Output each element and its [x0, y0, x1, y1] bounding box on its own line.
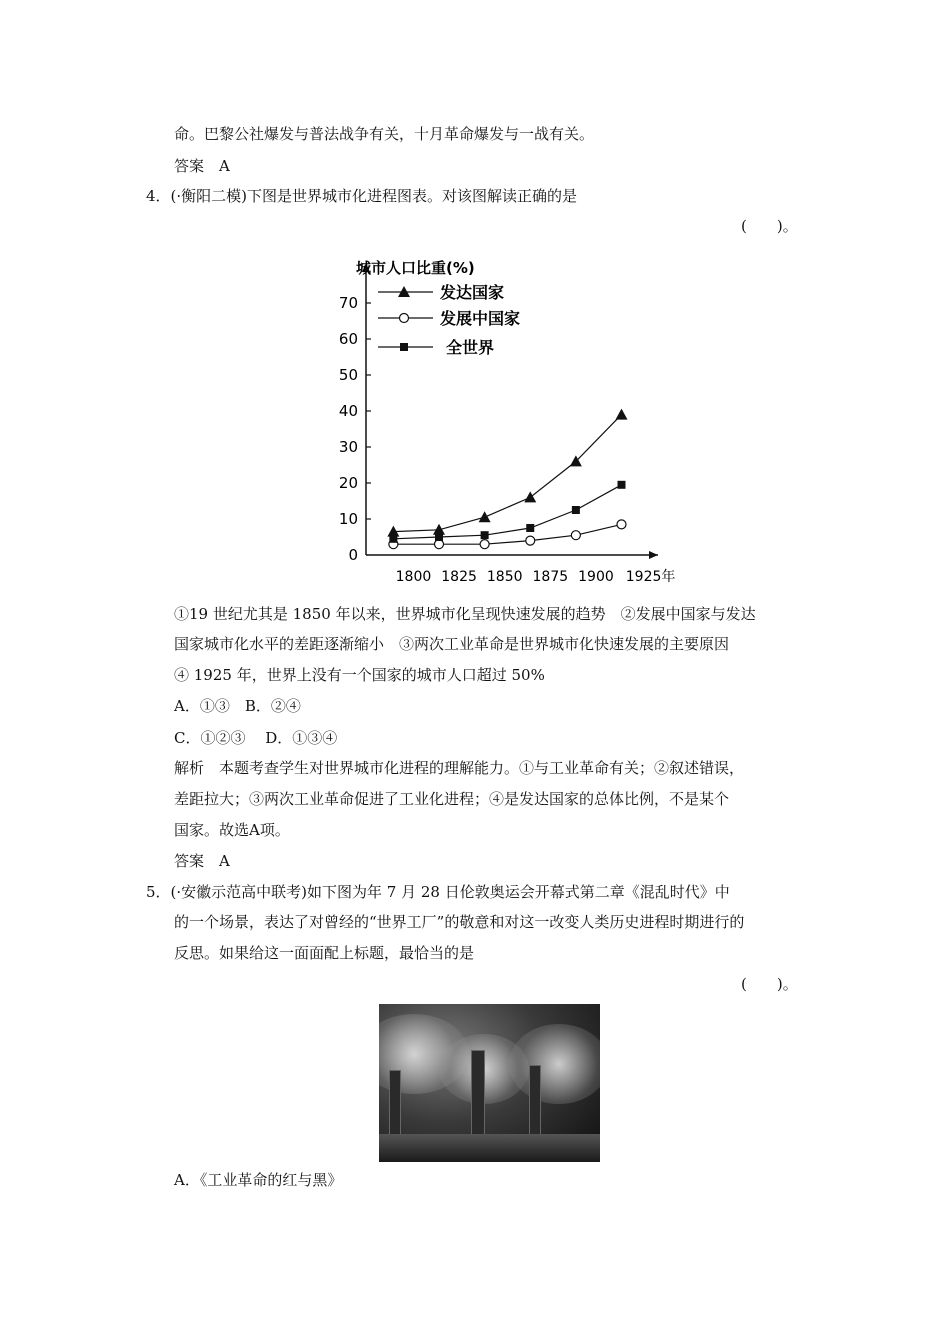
legend-label: 发达国家	[440, 283, 505, 302]
q5-stem-1: 5．(·安徽示范高中联考)如下图为年 7 月 28 日伦敦奥运会开幕式第二章《混乱时代》中	[146, 883, 730, 901]
point-circle	[435, 540, 444, 549]
olympics-industrial-scene-photo	[379, 1004, 600, 1162]
q4-analysis-3: 国家。故选A项。	[174, 821, 290, 839]
q4-answer-blank: ( )。	[741, 217, 798, 235]
q4-answer: 答案 A	[174, 852, 230, 870]
x-tick-label: 1800	[395, 569, 432, 585]
q4-analysis-1: 解析 本题考查学生对世界城市化进程的理解能力。①与工业革命有关；②叙述错误，	[174, 759, 745, 777]
q4-options-ab: A．①③ B．②④	[174, 697, 301, 715]
q5-answer-blank: ( )。	[741, 975, 798, 993]
series-line-circle	[393, 524, 621, 544]
q4-options-cd: C．①②③ D．①③④	[174, 729, 338, 747]
q4-stem: 4．(·衡阳二模)下图是世界城市化进程图表。对该图解读正确的是	[146, 187, 578, 205]
x-tick-label: 1875	[532, 569, 569, 585]
legend-marker-circle	[400, 314, 409, 323]
q4-statement-2: 国家城市化水平的差距逐渐缩小 ③两次工业革命是世界城市化快速发展的主要原因	[174, 635, 730, 653]
point-circle	[526, 536, 535, 545]
point-circle	[480, 540, 489, 549]
y-tick-label: 50	[338, 366, 358, 384]
prev-analysis-end: 命。巴黎公社爆发与普法战争有关，十月革命爆发与一战有关。	[174, 125, 595, 143]
x-tick-label: 1825	[441, 569, 477, 585]
y-tick-label: 70	[338, 294, 358, 312]
y-tick-label: 40	[338, 402, 358, 420]
q4-statement-1: ①19 世纪尤其是 1850 年以来，世界城市化呈现快速发展的趋势 ②发展中国家与发达	[174, 605, 756, 623]
q5-stem-2: 的一个场景，表达了对曾经的“世界工厂”的敬意和对这一改变人类历史进程时期进行的	[174, 913, 745, 931]
urbanization-chart	[318, 255, 678, 585]
point-circle	[571, 531, 580, 540]
x-tick-label: 1900	[578, 569, 614, 585]
point-circle	[617, 520, 626, 529]
point-square	[389, 535, 397, 543]
q4-statement-3: ④ 1925 年，世界上没有一个国家的城市人口超过 50%	[174, 666, 545, 684]
point-triangle	[524, 491, 536, 502]
y-axis-title: 城市人口比重(%)	[356, 259, 475, 277]
legend-label: 发展中国家	[440, 309, 521, 328]
x-tick-label: 1925年	[625, 569, 676, 585]
point-triangle	[616, 409, 628, 420]
series-line-triangle	[393, 415, 621, 532]
legend-marker-square	[400, 343, 408, 351]
point-square	[481, 531, 489, 539]
q4-analysis-2: 差距拉大；③两次工业革命促进了工业化进程；④是发达国家的总体比例，不是某个	[174, 790, 730, 808]
point-square	[618, 481, 626, 489]
q5-option-a: A．《工业革命的红与黑》	[174, 1171, 343, 1189]
legend-label: 全世界	[446, 338, 495, 357]
y-tick-label: 10	[338, 510, 358, 528]
chart-canvas	[318, 255, 678, 585]
x-axis-arrow	[649, 551, 658, 559]
point-square	[572, 506, 580, 514]
point-square	[526, 524, 534, 532]
y-tick-label: 20	[338, 474, 358, 492]
q5-stem-3: 反思。如果给这一面面配上标题，最恰当的是	[174, 944, 475, 962]
y-tick-label: 60	[338, 330, 358, 348]
prev-answer: 答案 A	[174, 157, 230, 175]
point-square	[435, 533, 443, 541]
point-triangle	[479, 511, 491, 522]
x-tick-label: 1850	[486, 569, 523, 585]
y-tick-label: 30	[338, 438, 358, 456]
y-tick-label: 0	[348, 546, 358, 564]
